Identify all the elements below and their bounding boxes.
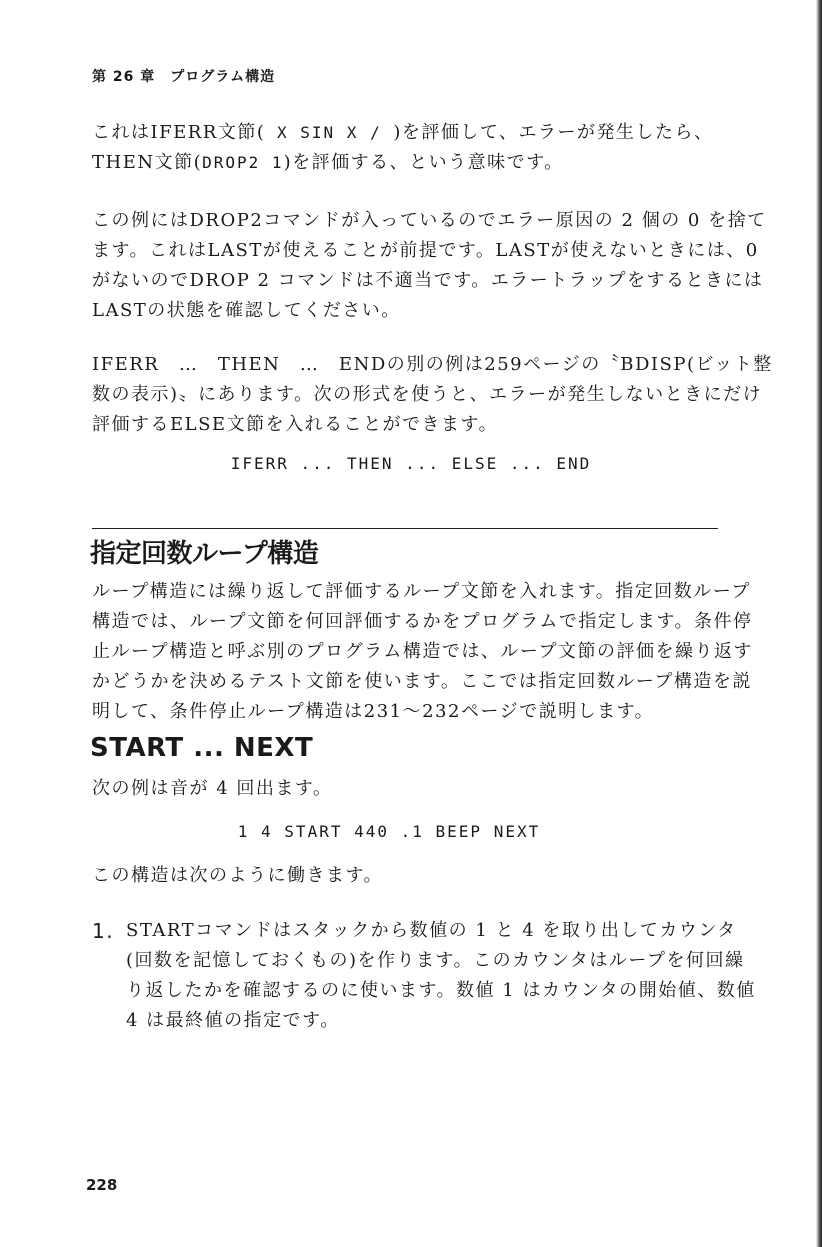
paragraph-iferr-meaning	[92, 118, 722, 178]
text-line: IFERR … THEN … ENDの別の例は259ページの〝BDISP(ビット整	[92, 354, 773, 375]
page-edge-shadow	[816, 0, 822, 1247]
text-line: (回数を記憶しておくもの)を作ります。このカウンタはループを何回繰	[126, 950, 745, 971]
paragraph-else-clause	[92, 350, 773, 440]
text-line: この例にはDROP2コマンドが入っているのでエラー原因の 2 個の 0 を捨て	[92, 210, 767, 231]
text-line: LASTの状態を確認してください。	[92, 300, 401, 321]
subheading-start-next: START ... NEXT	[90, 733, 314, 763]
code-example-iferr: IFERR ... THEN ... ELSE ... END	[230, 454, 592, 473]
code-example-start-next: 1 4 START 440 .1 BEEP NEXT	[237, 822, 541, 841]
text-line: ます。これはLASTが使えることが前提です。LASTが使えないときには、0	[92, 240, 759, 261]
list-item-body	[126, 916, 756, 1036]
section-heading: 指定回数ループ構造	[90, 539, 319, 569]
paragraph-example-intro: 次の例は音が 4 回出ます。	[92, 778, 333, 799]
text-line: ループ構造には繰り返して評価するループ文節を入れます。指定回数ループ	[92, 581, 751, 602]
inline-code: DROP2 1	[202, 153, 284, 172]
list-item	[92, 916, 756, 1036]
paragraph-how-it-works: この構造は次のように働きます。	[92, 865, 384, 886]
text-line: THEN文節(DROP2 1)を評価する、という意味です。	[92, 152, 564, 173]
text-line: 評価するELSE文節を入れることができます。	[92, 414, 499, 435]
page-number: 228	[86, 1176, 118, 1194]
paragraph-drop2-note	[92, 206, 767, 326]
text-line: 止ループ構造と呼ぶ別のプログラム構造では、ループ文節の評価を繰り返す	[92, 641, 754, 662]
text-line: 数の表示)〟にあります。次の形式を使うと、エラーが発生しないときにだけ	[92, 384, 763, 405]
text-line: 明して、条件停止ループ構造は231～232ページで説明します。	[92, 701, 655, 722]
text-line: これはIFERR文節( X SIN X / )を評価して、エラーが発生したら、	[92, 122, 714, 143]
running-head: 第 26 章 プログラム構造	[92, 69, 276, 85]
text-line: 構造では、ループ文節を何回評価するかをプログラムで指定します。条件停	[92, 611, 753, 632]
text-line: り返したかを確認するのに使います。数値 1 はカウンタの開始値、数値	[126, 980, 756, 1001]
text-line: かどうかを決めるテスト文節を使います。ここでは指定回数ループ構造を説	[92, 671, 752, 692]
paragraph-loop-intro	[92, 577, 754, 727]
list-item-number: 1.	[92, 919, 115, 943]
text-line: 4 は最終値の指定です。	[126, 1010, 340, 1031]
section-rule	[92, 528, 718, 529]
text-line: がないのでDROP 2 コマンドは不適当です。エラートラップをするときには	[92, 270, 764, 291]
inline-code: X SIN X /	[265, 123, 394, 142]
text-line: STARTコマンドはスタックから数値の 1 と 4 を取り出してカウンタ	[126, 920, 737, 941]
